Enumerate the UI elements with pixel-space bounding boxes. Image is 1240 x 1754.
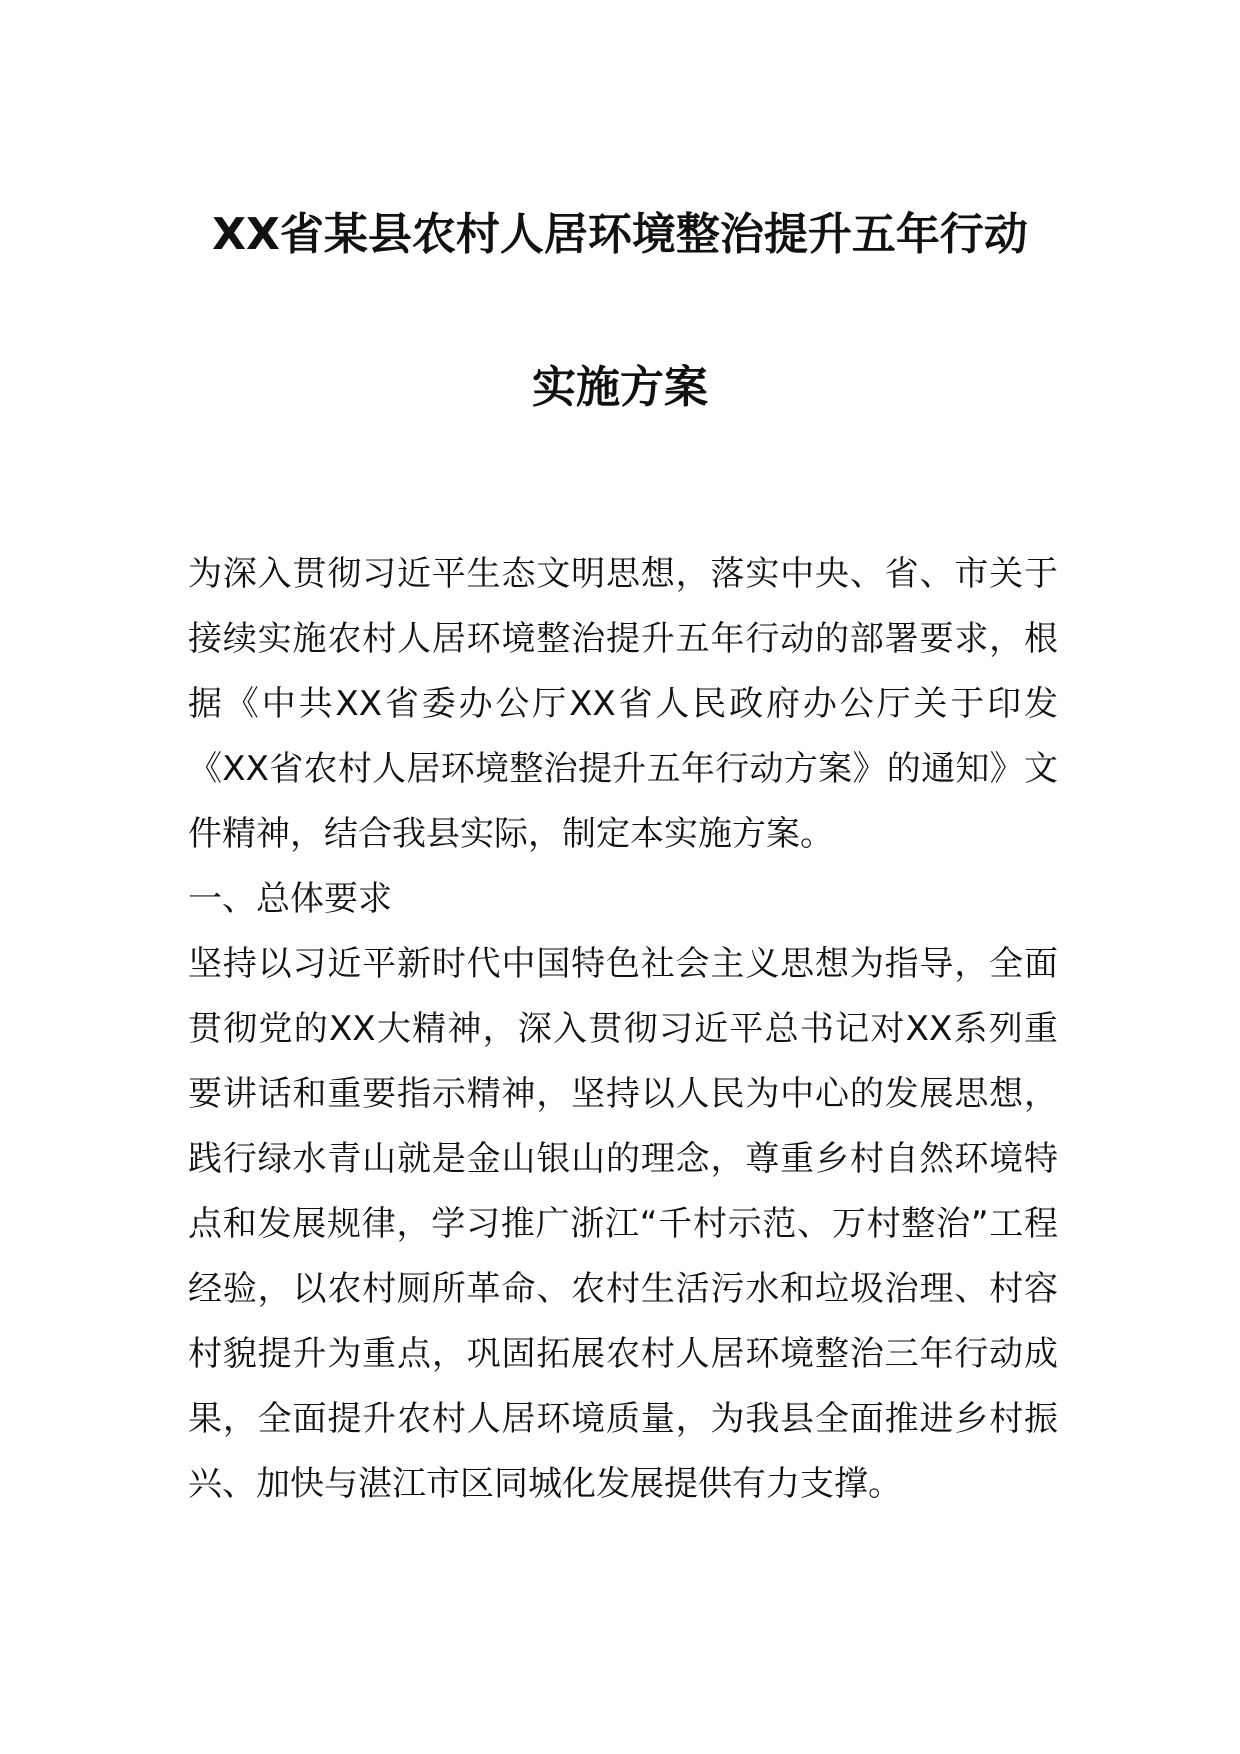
intro-paragraph: 为深入贯彻习近平生态文明思想，落实中央、省、市关于接续实施农村人居环境整治提升五年行动的部署要求，根据《中共XX省委办公厅XX省人民政府办公厅关于印发《XX省农村人居环境整治提升五年行动方案》的通知》文件精神，结合我县实际，制定本实施方案。	[188, 554, 1058, 854]
document-title-line-1: XX省某县农村人居环境整治提升五年行动	[212, 209, 1028, 260]
document-title-line-2: 实施方案	[532, 362, 708, 413]
section-heading-general-requirements: 一、总体要求	[188, 879, 392, 919]
document-body	[188, 542, 1058, 1517]
general-requirements-paragraph: 坚持以习近平新时代中国特色社会主义思想为指导，全面贯彻党的XX大精神，深入贯彻习近平总书记对XX系列重要讲话和重要指示精神，坚持以人民为中心的发展思想，践行绿水青山就是金山银山的理念，尊重乡村自然环境特点和发展规律，学习推广浙江“千村示范、万村整治”工程经验，以农村厕所革命、农村生活污水和垃圾治理、村容村貌提升为重点，巩固拓展农村人居环境整治三年行动成果，全面提升农村人居环境质量，为我县全面推进乡村振兴、加快与湛江市区同城化发展提供有力支撑。	[188, 944, 1058, 1504]
